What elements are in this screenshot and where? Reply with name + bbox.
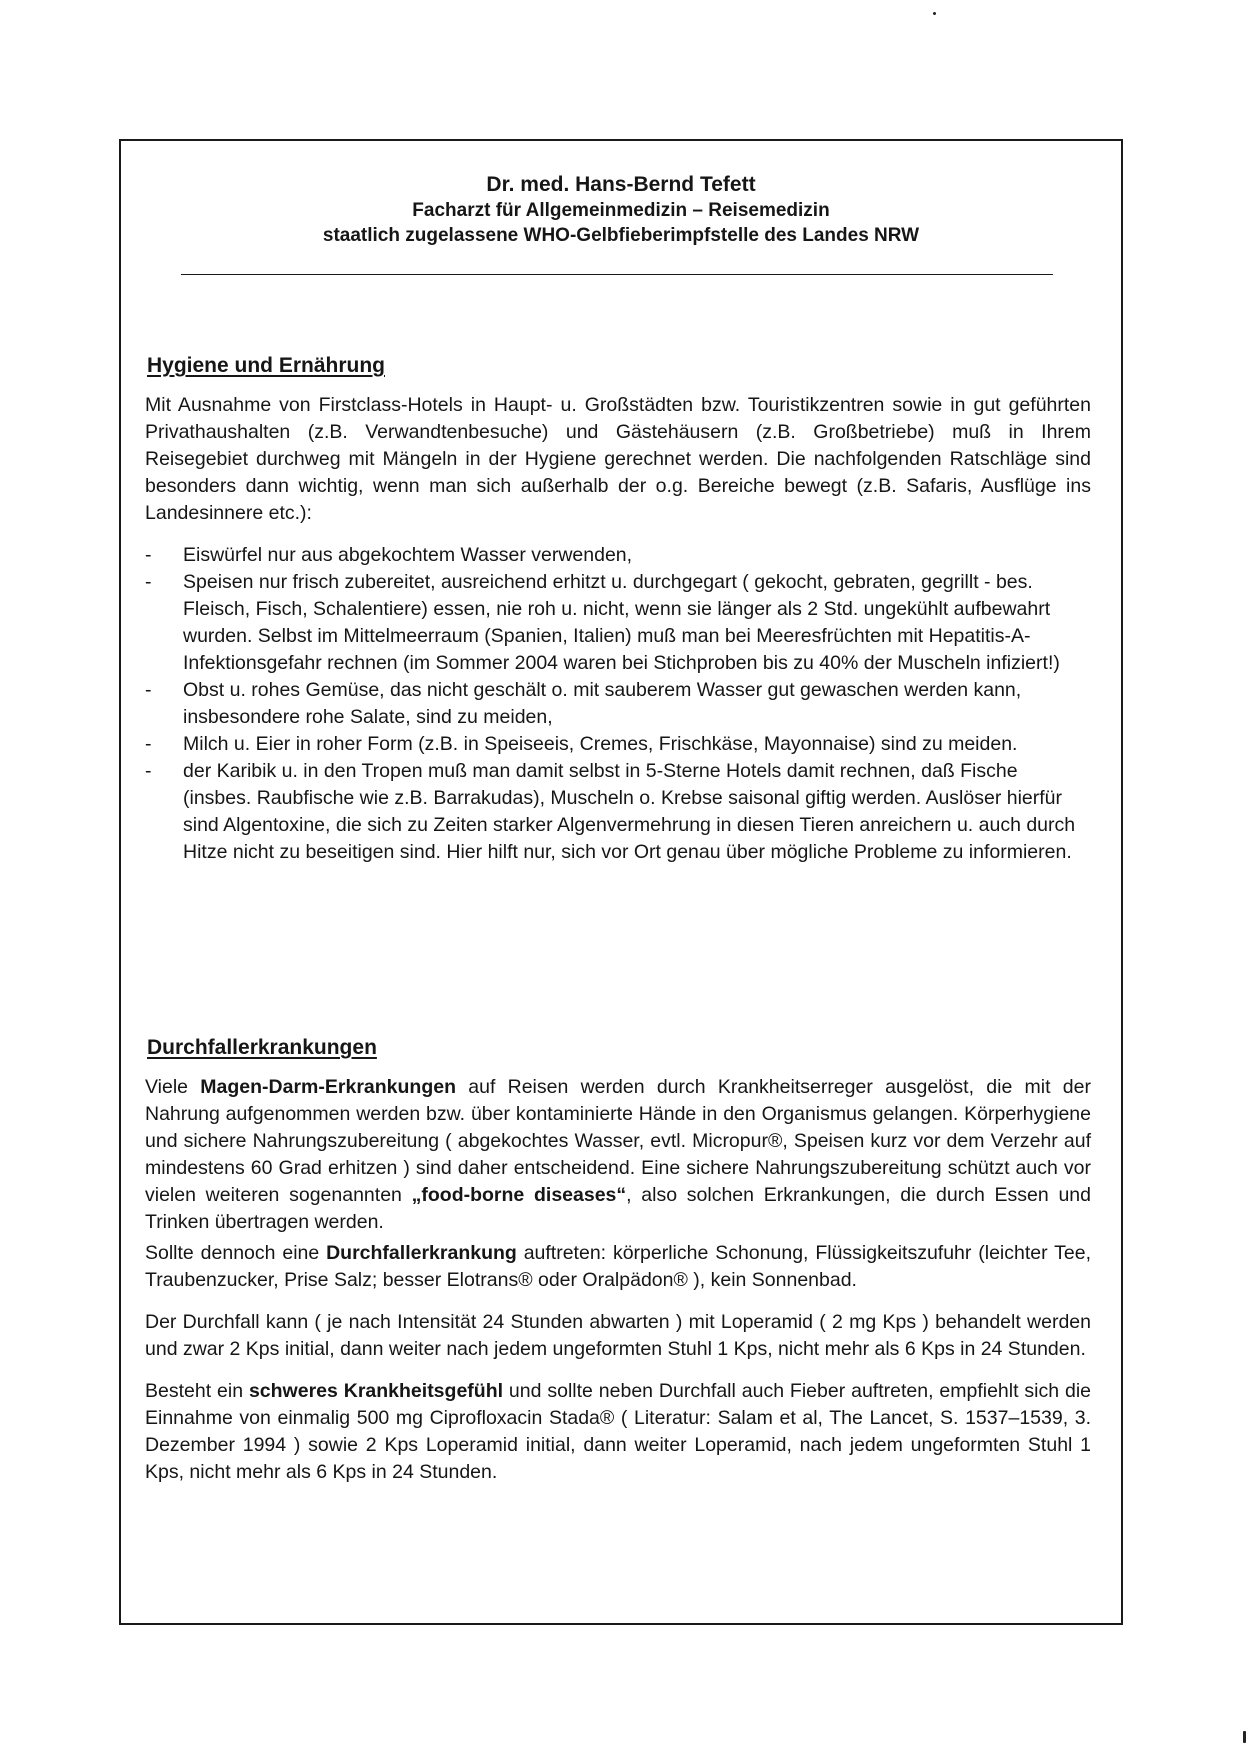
- hygiene-list: [145, 542, 1091, 866]
- letterhead: [121, 171, 1121, 248]
- specialty-line: Facharzt für Allgemeinmedizin – Reisemedizin: [412, 200, 830, 221]
- hygiene-title: Hygiene und Ernährung: [147, 354, 386, 377]
- list-item: - der Karibik u. in den Tropen muß man damit selbst in 5-Sterne Hotels damit rechnen, daß Fische (insbes. Raubfische wie z.B. Barrakudas), Muscheln o. Krebse saisonal giftig werden. Auslöser hierfür sind Algentoxine, die sich zu Zeiten starker Algenvermehrung in diesen Tieren anreichern u. auch durch Hitze nicht zu beseitigen sind. Hier hilft nur, sich vor Ort genau über mögliche Probleme zu informieren.: [145, 760, 1076, 863]
- header-divider: [181, 274, 1053, 275]
- scan-speck: [1243, 1731, 1246, 1743]
- list-bullet: -: [145, 760, 152, 782]
- scan-speck: [933, 12, 936, 15]
- doctor-name: Dr. med. Hans-Bernd Tefett: [486, 173, 756, 196]
- diarrhea-paragraph-4: Besteht ein schweres Krankheitsgefühl und sollte neben Durchfall auch Fieber auftreten, empfiehlt sich die Einnahme von einmalig 500 mg Ciprofloxacin Stada® ( Literatur: Salam et al, The Lancet, S. 1537–1539, 3. Dezember 1994 ) sowie 2 Kps Loperamid initial, dann weiter Loperamid, nach jedem ungeformten Stuhl 1 Kps, nicht mehr als 6 Kps in 24 Stunden.: [145, 1380, 1092, 1483]
- diarrhea-paragraph-2: Sollte dennoch eine Durchfallerkrankung auftreten: körperliche Schonung, Flüssigkeitszufuhr (leichter Tee, Traubenzucker, Prise Salz; besser Elotrans® oder Oralpädon® ), kein Sonnenbad.: [145, 1242, 1091, 1291]
- diarrhea-paragraph-3: Der Durchfall kann ( je nach Intensität 24 Stunden abwarten ) mit Loperamid ( 2 mg Kps ) behandelt werden und zwar 2 Kps initial, dann weiter nach jedem ungeformten Stuhl 1 Kps, nicht mehr als 6 Kps in 24 Stunden.: [145, 1311, 1091, 1360]
- list-bullet: -: [145, 571, 152, 593]
- diarrhea-title: Durchfallerkrankungen: [147, 1036, 377, 1059]
- hygiene-intro: Mit Ausnahme von Firstclass-Hotels in Haupt- u. Großstädten bzw. Touristikzentren sowie in gut geführten Privathaushalten (z.B. Verwandtenbesuche) und Gästehäusern (z.B. Großbetriebe) muß in Ihrem Reisegebiet durchweg mit Mängeln in der Hygiene gerechnet werden. Die nachfolgenden Ratschläge sind besonders dann wichtig, wenn man sich außerhalb der o.g. Bereiche bewegt (z.B. Safaris, Ausflüge ins Landesinnere etc.):: [145, 394, 1091, 524]
- diarrhea-section: [145, 1036, 1091, 1486]
- list-item: - Milch u. Eier in roher Form (z.B. in Speiseeis, Cremes, Frischkäse, Mayonnaise) sind zu meiden.: [145, 731, 1091, 758]
- list-item: - Speisen nur frisch zubereitet, ausreichend erhitzt u. durchgegart ( gekocht, gebraten, gegrillt - bes. Fleisch, Fisch, Schalentiere) essen, nie roh u. nicht, wenn sie länger als 2 Std. ungekühlt aufbewahrt wurden. Selbst im Mittelmeerraum (Spanien, Italien) muß man bei Meeresfrüchten mit Hepatitis-A-Infektionsgefahr rechnen (im Sommer 2004 waren bei Stichproben bis zu 40% der Muscheln infiziert!): [145, 571, 1060, 674]
- list-bullet: -: [145, 679, 152, 701]
- list-bullet: -: [145, 733, 152, 755]
- list-bullet: -: [145, 544, 152, 566]
- document-frame: [119, 139, 1123, 1625]
- hygiene-section: [145, 354, 1091, 866]
- list-item: - Eiswürfel nur aus abgekochtem Wasser verwenden,: [145, 542, 1091, 569]
- list-item: - Obst u. rohes Gemüse, das nicht geschält o. mit sauberem Wasser gut gewaschen werden kann, insbesondere rohe Salate, sind zu meiden,: [145, 679, 1022, 728]
- diarrhea-paragraph-1: Viele Magen-Darm-Erkrankungen auf Reisen werden durch Krankheitserreger ausgelöst, die mit der Nahrung aufgenommen werden bzw. über kontaminierte Hände in den Organismus gelangen. Körperhygiene und sichere Nahrungszubereitung ( abgekochtes Wasser, evtl. Micropur®, Speisen kurz vor dem Verzehr auf mindestens 60 Grad erhitzen ) sind daher entscheidend. Eine sichere Nahrungszubereitung schützt auch vor vielen weiteren sogenannten „food-borne diseases“, also solchen Erkrankungen, die durch Essen und Trinken übertragen werden.: [145, 1076, 1091, 1233]
- vaccination-center-line: staatlich zugelassene WHO-Gelbfieberimpfstelle des Landes NRW: [322, 225, 920, 246]
